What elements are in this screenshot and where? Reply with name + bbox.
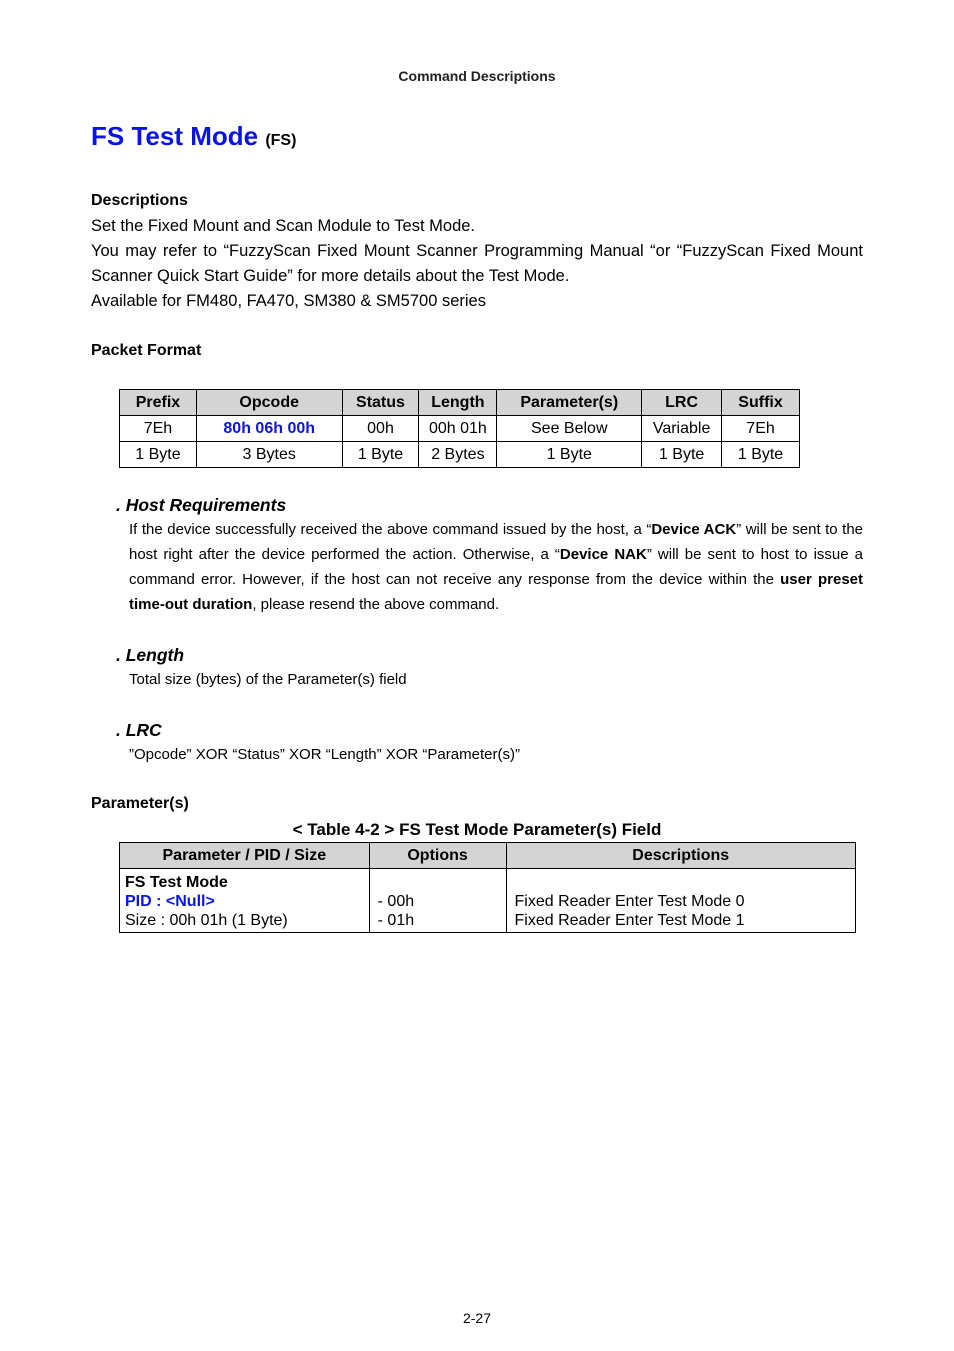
option-00h: - 00h	[377, 893, 415, 910]
descriptions-line-1: Set the Fixed Mount and Scan Module to Test Mode.	[91, 217, 476, 235]
header-status: Status	[342, 390, 419, 416]
value-parameters: See Below	[497, 416, 642, 442]
lrc-text: ”Opcode” XOR “Status” XOR “Length” XOR “Parameter(s)”	[129, 746, 520, 763]
device-ack-term: Device ACK	[651, 521, 737, 538]
description-mode-0: Fixed Reader Enter Test Mode 0	[514, 893, 745, 910]
size-length: 2 Bytes	[419, 442, 497, 468]
running-header: Command Descriptions	[398, 68, 556, 84]
host-req-text-2: ” will be sent to the host right after the device performed the action. Otherwise, a “	[129, 521, 864, 563]
description-mode-1: Fixed Reader Enter Test Mode 1	[514, 912, 745, 929]
size-parameters: 1 Byte	[497, 442, 642, 468]
device-nak-term: Device NAK	[559, 546, 647, 563]
packet-value-row	[120, 416, 800, 442]
descriptions-line-3: Available for FM480, FA470, SM380 & SM5700 series	[91, 292, 486, 310]
header-descriptions: Descriptions	[506, 843, 856, 869]
size-status: 1 Byte	[342, 442, 419, 468]
host-req-text-3: ” will be sent to host to issue a command error. However, if the host can not receive any response from the device within the	[129, 546, 863, 588]
host-req-text-1: If the device successfully received the above command issued by the host, a “	[129, 521, 652, 538]
table-row	[120, 869, 856, 933]
timeout-term: user preset time-out duration	[129, 571, 863, 613]
value-status: 00h	[342, 416, 419, 442]
table-caption: < Table 4-2 > FS Test Mode Parameter(s) Field	[292, 820, 662, 839]
value-suffix: 7Eh	[722, 416, 800, 442]
page-title	[91, 121, 296, 152]
option-01h: - 01h	[377, 912, 415, 929]
lrc-heading: . LRC	[116, 720, 162, 740]
parameter-pid: PID : <Null>	[125, 893, 215, 910]
header-prefix: Prefix	[120, 390, 197, 416]
descriptions-heading: Descriptions	[91, 192, 188, 209]
host-requirements-heading: . Host Requirements	[116, 495, 287, 515]
value-opcode: 80h 06h 00h	[196, 416, 342, 442]
parameters-table	[119, 842, 856, 933]
descriptions-line-2: You may refer to “FuzzyScan Fixed Mount Scanner Programming Manual “or “FuzzyScan Fixed Mount Scanner Quick Start Guide” for more details about the Test Mode.	[91, 242, 863, 285]
options-cell	[369, 869, 506, 933]
value-lrc: Variable	[642, 416, 722, 442]
value-length: 00h 01h	[419, 416, 497, 442]
parameters-heading: Parameter(s)	[91, 795, 189, 812]
length-text: Total size (bytes) of the Parameter(s) field	[129, 671, 407, 688]
size-suffix: 1 Byte	[722, 442, 800, 468]
packet-header-row	[120, 390, 800, 416]
header-length: Length	[419, 390, 497, 416]
descriptions-cell	[506, 869, 856, 933]
value-prefix: 7Eh	[120, 416, 197, 442]
parameter-size: Size : 00h 01h (1 Byte)	[125, 912, 288, 929]
title-main: FS Test Mode	[91, 121, 259, 151]
header-lrc: LRC	[642, 390, 722, 416]
length-heading: . Length	[116, 645, 185, 665]
size-prefix: 1 Byte	[120, 442, 197, 468]
header-parameter-pid-size: Parameter / PID / Size	[120, 843, 370, 869]
host-requirements-text	[129, 517, 863, 617]
header-options: Options	[369, 843, 506, 869]
page-number: 2-27	[462, 1310, 492, 1326]
header-parameters: Parameter(s)	[497, 390, 642, 416]
header-suffix: Suffix	[722, 390, 800, 416]
packet-format-table	[119, 389, 800, 468]
size-opcode: 3 Bytes	[196, 442, 342, 468]
parameter-name: FS Test Mode	[125, 874, 228, 891]
title-tag: (FS)	[265, 132, 297, 149]
parameter-cell	[120, 869, 370, 933]
packet-size-row	[120, 442, 800, 468]
header-opcode: Opcode	[196, 390, 342, 416]
size-lrc: 1 Byte	[642, 442, 722, 468]
params-header-row	[120, 843, 856, 869]
packet-format-heading: Packet Format	[91, 342, 202, 359]
host-req-text-4: , please resend the above command.	[252, 596, 500, 613]
